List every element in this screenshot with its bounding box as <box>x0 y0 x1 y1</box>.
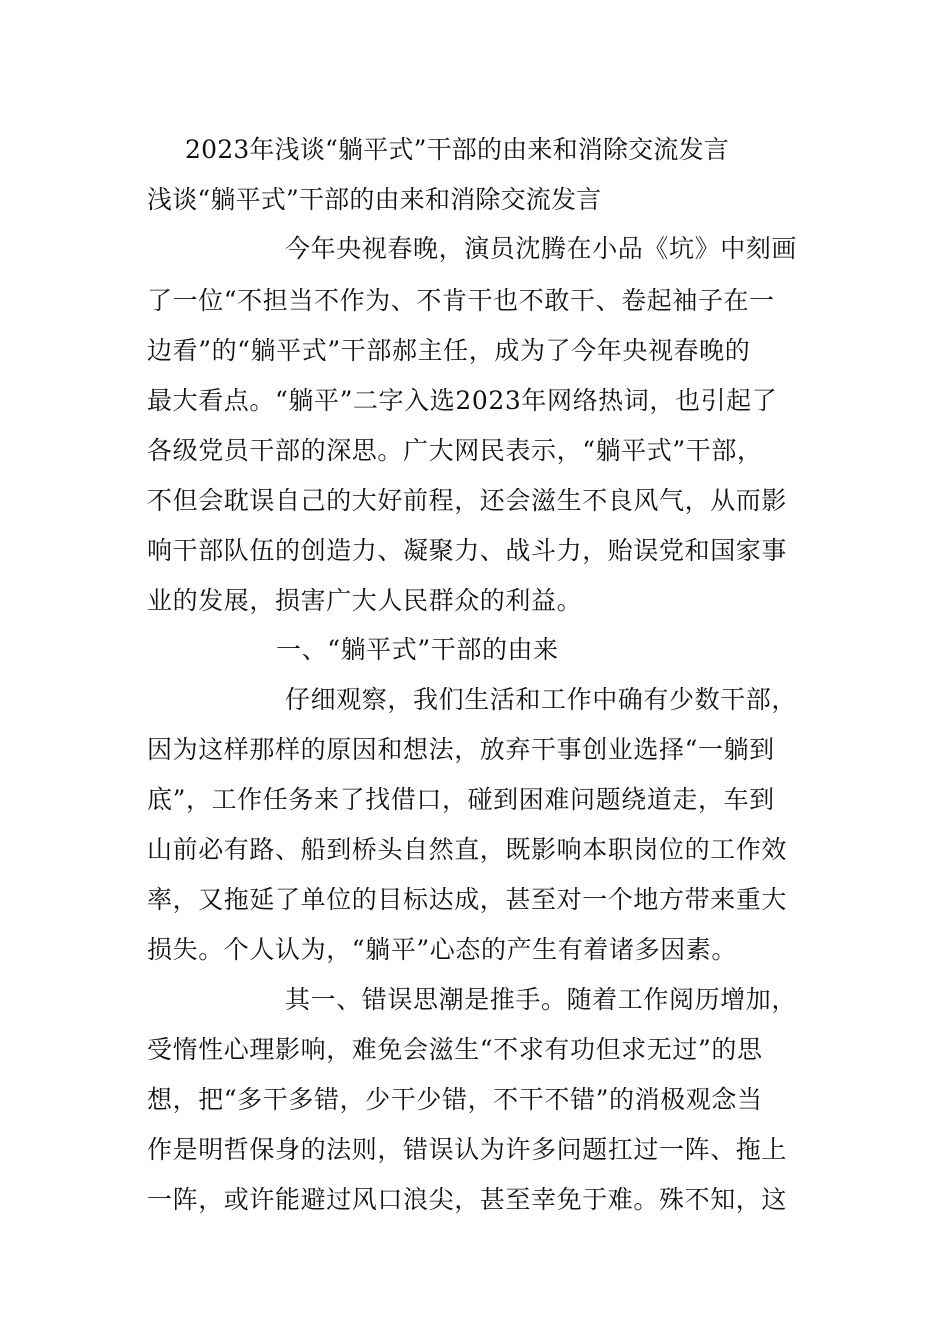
paragraph-line: 业的发展，损害广大人民群众的利益。 <box>147 586 583 615</box>
section-heading: 一、“躺平式”干部的由来 <box>276 635 559 664</box>
paragraph-line: 仔细观察，我们生活和工作中确有少数干部， <box>285 685 798 714</box>
document-subtitle: 浅谈“躺平式”干部的由来和消除交流发言 <box>147 185 602 214</box>
document-title: 2023年浅谈“躺平式”干部的由来和消除交流发言 <box>185 135 729 164</box>
paragraph-line: 边看”的“躺平式”干部郝主任，成为了今年央视春晚的 <box>147 336 751 365</box>
paragraph-line: 因为这样那样的原因和想法，放弃干事创业选择“一躺到 <box>147 735 775 764</box>
paragraph-line: 损失。个人认为，“躺平”心态的产生有着诸多因素。 <box>147 935 737 964</box>
paragraph-line: 作是明哲保身的法则，错误认为许多问题扛过一阵、拖上 <box>147 1135 788 1164</box>
paragraph-line: 今年央视春晚，演员沈腾在小品《坑》中刻画 <box>285 234 798 263</box>
paragraph-line: 响干部队伍的创造力、凝聚力、战斗力，贻误党和国家事 <box>147 536 788 565</box>
paragraph-line: 其一、错误思潮是推手。随着工作阅历增加， <box>285 985 798 1014</box>
paragraph-line: 山前必有路、船到桥头自然直，既影响本职岗位的工作效 <box>147 835 788 864</box>
paragraph-line: 想，把“多干多错，少干少错，不干不错”的消极观念当 <box>147 1085 763 1114</box>
paragraph-line: 率，又拖延了单位的目标达成，甚至对一个地方带来重大 <box>147 885 788 914</box>
paragraph-line: 受惰性心理影响，难免会滋生“不求有功但求无过”的思 <box>147 1035 763 1064</box>
paragraph-line: 一阵，或许能避过风口浪尖，甚至幸免于难。殊不知，这 <box>147 1185 788 1214</box>
paragraph-line: 了一位“不担当不作为、不肯干也不敢干、卷起袖子在一 <box>147 286 775 315</box>
paragraph-line: 不但会耽误自己的大好前程，还会滋生不良风气，从而影 <box>147 486 788 515</box>
paragraph-line: 底”，工作任务来了找借口，碰到困难问题绕道走，车到 <box>147 785 775 814</box>
paragraph-line: 最大看点。“躺平”二字入选2023年网络热词，也引起了 <box>147 386 778 415</box>
paragraph-line: 各级党员干部的深思。广大网民表示，“躺平式”干部， <box>147 436 763 465</box>
